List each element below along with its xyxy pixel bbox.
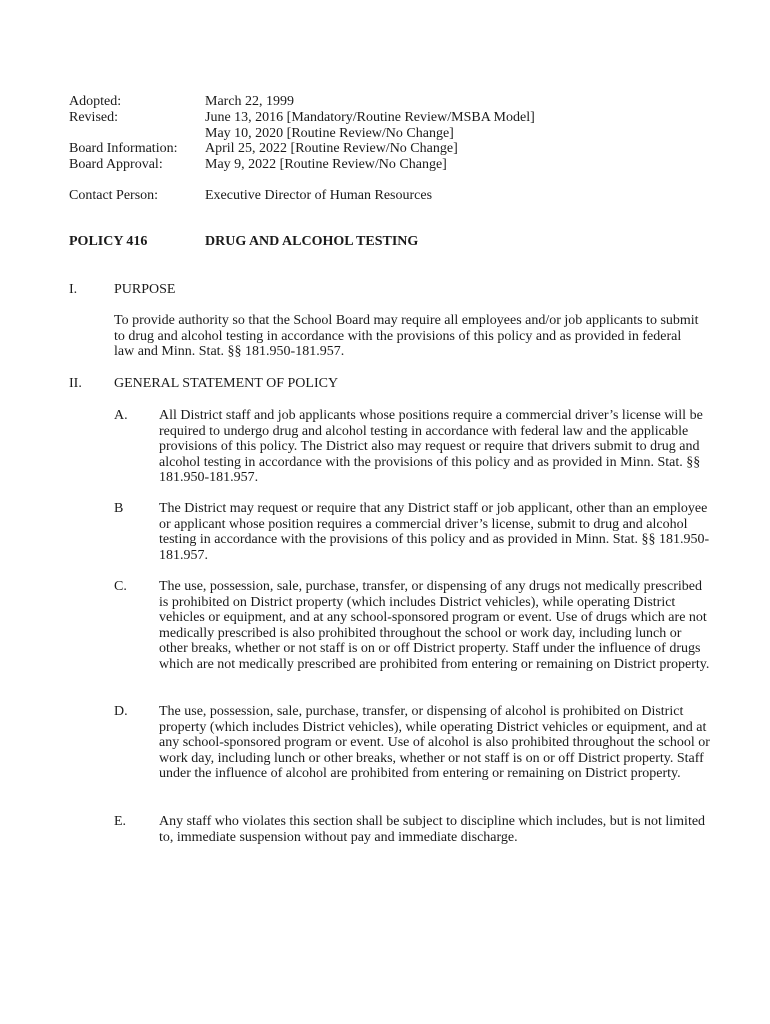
item-text: The District may request or require that any District staff or job applicant, other than an employee or applicant whose position requires a commercial driver’s license, submit to drug and alcohol testing in accordance with the provisions of this policy and as provided in Minn. Stat. §§ 181.950-181.957. bbox=[159, 501, 710, 563]
adopted-label: Adopted: bbox=[69, 94, 122, 109]
policy-title: DRUG AND ALCOHOL TESTING bbox=[205, 234, 419, 249]
revised-label: Revised: bbox=[69, 110, 118, 125]
revised-value: June 13, 2016 [Mandatory/Routine Review/MSBA Model] bbox=[205, 110, 535, 125]
purpose-paragraph: To provide authority so that the School Board may require all employees and/or job applicants to submit to drug and alcohol testing in accordance with the provisions of this policy and as provided in federal law and Minn. Stat. §§ 181.950-181.957. bbox=[114, 313, 699, 360]
item-letter: A. bbox=[114, 408, 128, 423]
contact-person-label: Contact Person: bbox=[69, 188, 159, 203]
item-text: The use, possession, sale, purchase, transfer, or dispensing of alcohol is prohibited on District property (which includes District vehicles), while operating District vehicles or equipment, and at any school-sponsored program or event. Use of alcohol is also prohibited throughout the school or work day, including lunch or other breaks, whether or not staff is on or off District property. Staff under the influence of alcohol are prohibited from entering or remaining on District property. bbox=[159, 704, 710, 782]
item-text: The use, possession, sale, purchase, transfer, or dispensing of any drugs not medically prescribed is prohibited on District property (which includes District vehicles), while operating District vehicles or equipment, and at any school-sponsored program or event. Use of drugs which are not medically prescribed is also prohibited throughout the school or work day, including lunch or other breaks, whether or not staff is on or off District property. Staff under the influence of drugs which are not medically prescribed are prohibited from entering or remaining on District property. bbox=[159, 579, 710, 672]
section-number: I. bbox=[69, 282, 78, 297]
item-letter: E. bbox=[114, 814, 127, 829]
section-title: GENERAL STATEMENT OF POLICY bbox=[114, 376, 339, 391]
revised-value-2: May 10, 2020 [Routine Review/No Change] bbox=[205, 126, 454, 141]
board-information-value: April 25, 2022 [Routine Review/No Change] bbox=[205, 141, 458, 156]
board-information-label: Board Information: bbox=[69, 141, 178, 156]
item-text: Any staff who violates this section shall be subject to discipline which includes, but is not limited to, immediate suspension without pay and immediate discharge. bbox=[159, 814, 706, 845]
board-approval-label: Board Approval: bbox=[69, 157, 163, 172]
board-approval-value: May 9, 2022 [Routine Review/No Change] bbox=[205, 157, 447, 172]
item-letter: B bbox=[114, 501, 124, 516]
item-text: All District staff and job applicants whose positions require a commercial driver’s license will be required to undergo drug and alcohol testing in accordance with federal law and the applicable provisions of this policy. The District also may request or require that drivers submit to drug and alcohol testing in accordance with the provisions of this policy and as provided in Minn. Stat. §§ 181.950-181.957. bbox=[159, 408, 703, 486]
item-letter: C. bbox=[114, 579, 127, 594]
contact-person-value: Executive Director of Human Resources bbox=[205, 188, 433, 203]
section-number: II. bbox=[69, 376, 82, 391]
adopted-value: March 22, 1999 bbox=[205, 94, 295, 109]
section-title: PURPOSE bbox=[114, 282, 176, 297]
item-letter: D. bbox=[114, 704, 128, 719]
policy-number: POLICY 416 bbox=[69, 234, 148, 249]
